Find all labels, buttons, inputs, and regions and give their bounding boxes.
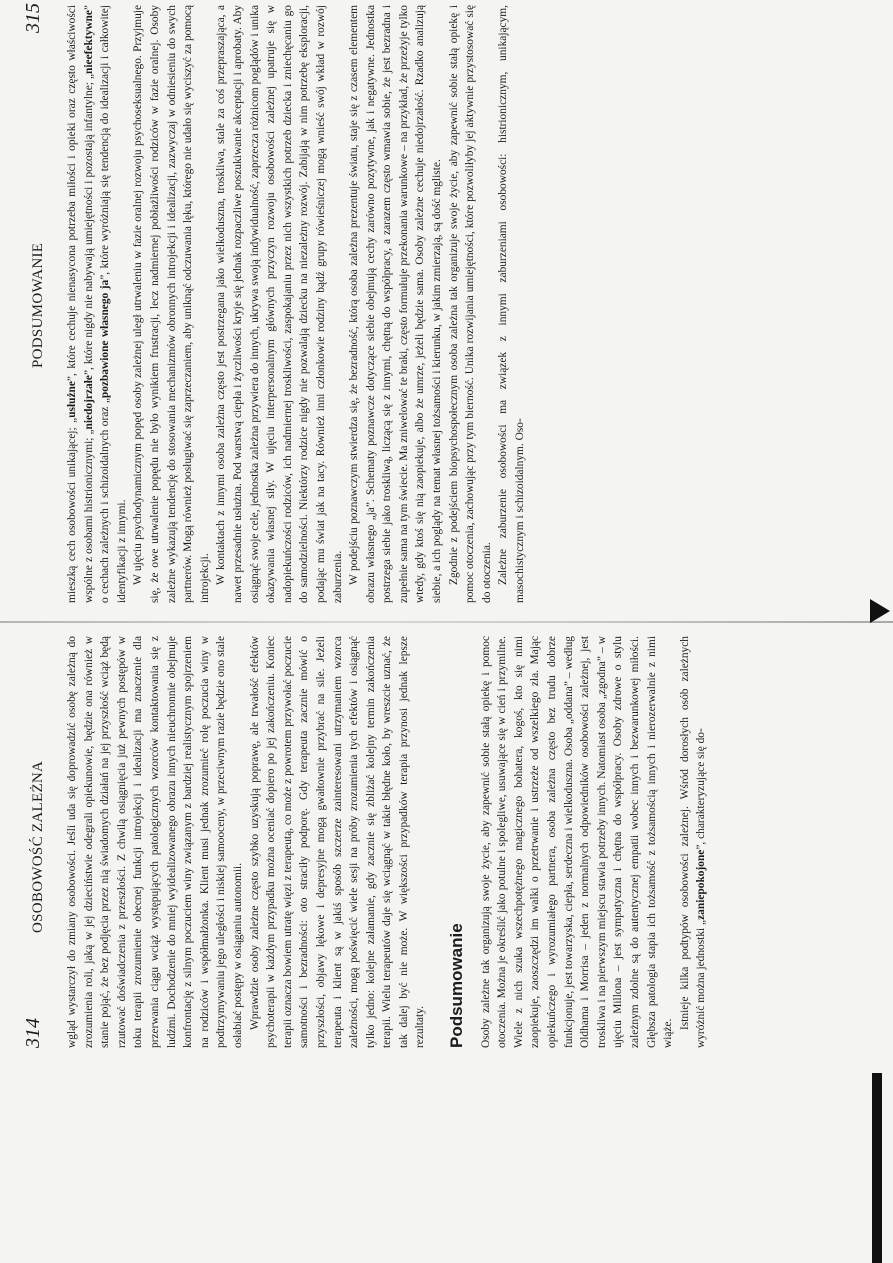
text-run: mieszką cech osobowości unikającej; „ — [66, 417, 78, 603]
text-run: ”, które nigdy nie nabywają umiejętności i pozostają infantylne; „ — [82, 73, 95, 376]
scan-edge-mark — [872, 1073, 882, 1263]
right-page — [0, 0, 893, 623]
left-text-column — [64, 636, 710, 1048]
bold-term: pozbawione własnego ja — [99, 279, 112, 399]
running-head-left: OSOBOWOŚĆ ZALEŻNA — [30, 760, 46, 933]
paragraph: W kontaktach z innymi osoba zależna często jest postrzegana jako wielkoduszna, troskliwa, stale za coś przepraszająca, a nawet przesadnie usłużna. Pod warstwą ciepła i życzliwości kryje się jednak rozpaczliwe poszukiwanie akceptacji i aprobaty. Aby osiągnąć swoje cele, jednostka zależna przywiera do innych, ukrywa swoją indywidualność, zaprzecza różnicom poglądów i unika okazywania własnej siły. W ujęciu interpersonalnym głównych przyczyn rozwoju osobowości zależnej upatruje się w nadopiekuńczości rodziców, ich nadmiernej troskliwości, zaspokajaniu przez nich wszystkich potrzeb dziecka i zniechęcaniu go do samodzielności. Niektórzy rodzice nigdy nie pozwalają dziecku na niezależny rozwój. Zabijają w nim potrzebę eksploracji, podając mu świat jak na tacy. Również inni członkowie rodziny bądź grupy rówieśniczej mogą wnieść swój wkład w rozwój zaburzenia. — [215, 5, 344, 603]
scan-arrow-mark — [870, 599, 890, 623]
bold-term: niedojrzałe — [82, 375, 95, 430]
running-head-right: PODSUMOWANIE — [30, 242, 46, 368]
left-page — [0, 623, 893, 1263]
paragraph: Zgodnie z podejściem biopsychospołecznym osoba zależna tak organizuje swoje życie, aby zapewnić sobie stałą opiekę i pomoc otoczenia, zachowując przy tym bierność. Unika rozwijania umiejętności, które pozwoliłyby jej aktywnie przystosować się do otoczenia. — [447, 5, 493, 603]
bold-term: usłużne — [66, 381, 78, 418]
paragraph: Wprawdzie osoby zależne często szybko uzyskują poprawę, ale trwałość efektów psychoterapii w każdym przypadku można oceniać dopiero po jej zakończeniu. Koniec terapii oznacza bowiem utratę więzi z terapeutą, co może z powrotem przywołać poczucie samotności i bezradności: oto straciły podporę. Gdy terapeuta zacznie mówić o przyszłości, objawy lękowe i depresyjne mogą gwałtownie przybrać na sile. Jeżeli terapeuta i klient są w jakiś sposób szczerze zainteresowani utrzymaniem wzorca zależności, mogą poświęcić wiele sesji na próby zrozumienia tych efektów i osiągnąć tylko jedno: kolejne załamanie, gdy zacznie się zbliżać kolejny termin zakończenia terapii. Wielu terapeutów daje się wciągnąć w takie błędne koło, by wreszcie uznać, że tak dalej być nie może. W większości przypadków terapia przynosi jednak lepsze rezultaty. — [248, 636, 427, 1048]
bold-term: nieefektywne — [82, 10, 95, 74]
right-text-column — [64, 5, 529, 603]
text-run: ”, które wyróżniają się tendencją do idealizacji i całkowitej identyfikacji z innymi. — [99, 4, 128, 603]
paragraph: Zależne zaburzenie osobowości ma związek z innymi zaburzeniami osobowości: histrionicznym, unikającym, masochistycznym i schizoidalnym. Oso- — [497, 5, 527, 603]
paragraph: wgląd wystarczył do zmiany osobowości. Jeśli uda się doprowadzić osobę zależną do zrozumienia roli, jaką w jej dzieciństwie odegrali opiekunowie, będzie ona również w stanie pojąć, że bez podjęcia przez nią świadomych działań na jej przyszłość wciąż będą rzutować doświadczenia z przeszłości. Z chwilą osiągnięcia już pewnych postępów w toku terapii zrozumienie obecnej funkcji introjekcji i idealizacji ma znaczenie dla przerwania ciągu wciąż występujących patologicznych wzorców kontaktowania się z ludźmi. Dochodzenie do mniej wyidealizowanego obrazu innych nieuchronnie obejmuje konfrontację z silnym poczuciem winy związanym z bardziej realistycznym spojrzeniem na rodziców i współmałżonka. Klient musi jednak zrozumieć rolę poczucia winy w podtrzymywaniu jego uległości i niskiej samooceny, w przeciwnym razie będzie ono stale osłabiać postępy w osiąganiu autonomii. — [66, 636, 244, 1048]
page-number-left: 314 — [22, 1018, 44, 1048]
paragraph: Istnieje kilka podtypów osobowości zależnej. Wśród dorosłych osób zależnych wyróżnić można jednostki „zaniepokojone”, charakteryzujące się do- — [678, 636, 708, 1048]
paragraph: W ujęciu psychodynamicznym popęd osoby zależnej uległ utrwaleniu w fazie oralnej rozwoju psychoseksualnego. Przyjmuje się, że owe utrwalenie popędu nie było wynikiem frustracji, lecz nadmiernej pobłażliwości rodziców w fazie oralnej. Osoby zależne wykazują tendencję do stosowania mechanizmów obronnych introjekcji i idealizacji, zazwyczaj w odniesieniu do swych partnerów. Mogą również posługiwać się zaprzeczaniem, aby uniknąć odczuwania lęku, którego nie udało się wyciszyć za pomocą introjekcji. — [132, 5, 211, 603]
text-run: ”, które cechuje nienasycona potrzeba miłości i opieki oraz często właściwości wspólne z osobami histrionicznymi; „ — [66, 5, 95, 603]
section-heading: Podsumowanie — [447, 923, 467, 1048]
paragraph — [64, 5, 130, 603]
paragraph: W podejściu poznawczym stwierdza się, że bezradność, którą osoba zależna prezentuje światu, staje się z czasem elementem obrazu własnego „ja”. Schematy poznawcze dotyczące siebie obejmują cechy zarówno pozytywne, jak i negatywne. Jednostka postrzega siebie jako troskliwą, liczącą się z innymi, chętną do współpracy, a zarazem często wmawia sobie, że jest bezradna i zupełnie sama na tym świecie. Ma zniwelować te braki, często formułuje przekonania warunkowe – na przykład, że przeżyje tylko wtedy, gdy ktoś się nią zaopiekuje, albo że umrze, jeżeli będzie sama. Osoby zależne cechuje niedojrzałość. Rzadko analizują siebie, a ich poglądy na temat własnej tożsamości i kierunku, w jakim zmierzają, są dość mgliste. — [348, 5, 444, 603]
paragraph: Osoby zależne tak organizują swoje życie, aby zapewnić sobie stałą opiekę i pomoc otoczenia. Można je określić jako potulne i spolegliwe, usuwające się w cień i przymilne. Wiele z nich szuka wszechpotężnego magicznego bohatera, kogoś, kto się nimi zaopiekuje, zaoszczędzi im walki o przetrwanie i ustrzeże od wszelkiego zła. Mając opiekuńczego i wyrozumiałego partnera, osoba zależna często bez trudu dobrze funkcjonuje, jest towarzyska, ciepła, serdeczna i wielkoduszna. Osoba „oddana” – według Oldhama i Morrisa – jeden z normalnych odpowiedników osobowości zależnej, jest troskliwa i na pierwszym miejscu stawia potrzeby innych. Natomiast osoba „zgodna” – w ujęciu Millona – jest sympatyczna i chętna do współpracy. Osoby zdrowe o stylu zależnym zdolne są do autentycznej empatii wobec innych i bezwarunkowej miłości. Głębsza patologia stapia ich tożsamość z tożsamością innych i nierozerwalnie z nimi wiąże. — [479, 636, 675, 1048]
bold-term: zaniepokojone — [695, 849, 708, 920]
text-run: ” o cechach zależnych i schizoidalnych oraz „ — [82, 5, 112, 603]
page-number-right: 315 — [22, 3, 44, 33]
